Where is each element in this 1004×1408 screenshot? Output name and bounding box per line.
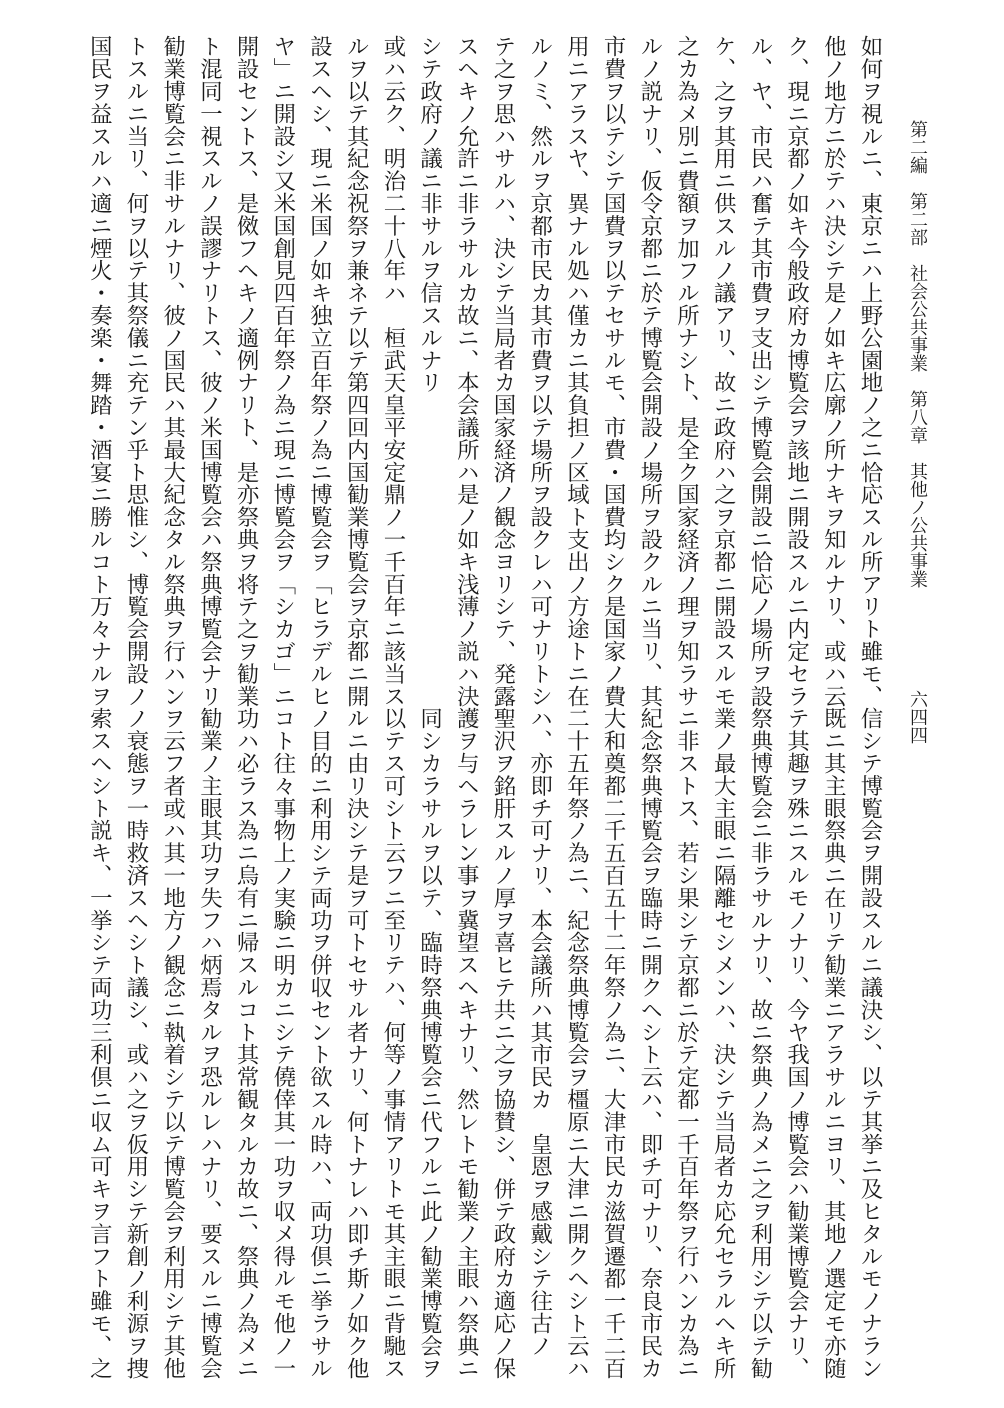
upper-text-column: 国民ヲ益スルハ適ニ煙火・奏楽・舞踏・酒宴ニ勝ルコト万々ナルヲ — [86, 35, 113, 707]
upper-text-column: ルノ説ナリ、仮令京都ニ於テ博覧会開設ノ場所ヲ設クルニ当リ、其 — [636, 35, 663, 707]
lower-text-column: テ其趣ヲ殊ニスルモノナリ、今ヤ我国ノ博覧会ハ勧業博覧会ナリ、 — [783, 707, 810, 1379]
lower-text-column: 功ハ必ラス為ニ烏有ニ帰スルコト其常観タルカ故ニ、祭典ノ為メニ — [233, 707, 260, 1379]
lower-text-column: 祭典博覧会ニ非ラサルナリ、故ニ祭典ノ為メニ之ヲ利用シテ以テ勧 — [746, 707, 773, 1379]
upper-text-column: 他ノ地方ニ於テハ決シテ是ノ如キ広廓ノ所ナキヲ知ルナリ、或ハ云 — [820, 35, 847, 707]
lower-text-column: 索スヘシト説キ、一挙シテ両功三利倶ニ収ム可キヲ言フト雖モ、之 — [86, 707, 113, 1379]
lower-text-column: 信シテ博覧会ヲ開設スルニ議決シ、以テ其挙ニ及ヒタルモノナラン — [857, 707, 883, 1379]
lower-text-column: ルニ由リ決シテ是ヲ可トセサル者ナリ、何トナレハ即チ斯ノ如ク他 — [343, 707, 370, 1379]
page-number: 六四四 — [907, 690, 928, 744]
upper-text-column: テ之ヲ思ハサルハ、決シテ当局者カ国家経済ノ観念ヨリシテ、発露 — [490, 35, 516, 707]
upper-text-column: シテ政府ノ議ニ非サルヲ信スルナリ — [416, 35, 443, 394]
upper-text-column: トスルニ当リ、何ヲ以テ其祭儀ニ充テン乎ト思惟シ、博覧会開設ノ — [123, 35, 149, 707]
upper-text-column: ク、現ニ京都ノ如キ今般政府カ博覧会ヲ該地ニ開設スルニ内定セラ — [783, 35, 810, 707]
lower-text-column: 護ヲ与ヘラレン事ヲ冀望スヘキナリ、然レトモ勧業ノ主眼ハ祭典ニ — [453, 707, 480, 1379]
lower-text-column: 同シカラサルヲ以テ、臨時祭典博覧会ニ代フルニ此ノ勧業博覧会ヲ — [416, 707, 443, 1379]
lower-text-column: 勧業ノ主眼其功ヲ失フハ炳焉タルヲ恐ルレハナリ、要スルニ博覧会 — [196, 707, 223, 1379]
upper-text-column: 開設セントス、是傚フヘキノ適例ナリト、是亦祭典ヲ将テ之ヲ勧業 — [233, 35, 260, 707]
lower-text-column: ハ、亦即チ可ナリ、本会議所ハ其市民カ 皇恩ヲ感戴シテ往古ノ — [526, 707, 553, 1357]
upper-text-column: ヤ」ニ開設シ又米国創見四百年祭ノ為ニ現ニ博覧会ヲ「シカゴ」ニ — [269, 35, 296, 707]
lower-text-column: ノ衰態ヲ一時救済スヘシト議シ、或ハ之ヲ仮用シテ新創ノ利源ヲ捜 — [123, 707, 149, 1379]
lower-text-column: 以テス可シト云フニ至リテハ、何等ノ事情アリトモ其主眼ニ背馳ス — [379, 707, 406, 1379]
upper-text-column: 用ニアラスヤ、異ナル処ハ僅カニ其負担ノ区域ト支出ノ方途トニ在 — [563, 35, 590, 707]
lower-text-column: 二十五年祭ノ為ニ、紀念祭典博覧会ヲ橿原ニ大津ニ開クヘシト云ハ — [563, 707, 590, 1379]
upper-text-column: 市費ヲ以テシテ国費ヲ以テセサルモ、市費・国費均シク是国家ノ費 — [600, 35, 627, 707]
upper-text-column: ル、ヤ、市民ハ奮テ其市費ヲ支出シテ博覧会開設ニ恰応ノ場所ヲ設 — [746, 35, 773, 707]
upper-text-column: 如何ヲ視ルニ、東京ニハ上野公園地ノ之ニ恰応スル所アリト雖モ、 — [857, 35, 883, 707]
lower-text-column: 聖沢ヲ銘肝スルノ厚ヲ喜ヒテ共ニ之ヲ協賛シ、併テ政府カ適応ノ保 — [490, 707, 516, 1379]
lower-text-column: ヲ云フ者或ハ其一地方ノ観念ニ執着シテ以テ博覧会ヲ利用シテ其他 — [159, 707, 186, 1379]
upper-text-column: ト混同一視スルノ誤謬ナリトス、彼ノ米国博覧会ハ祭典博覧会ナリ — [196, 35, 223, 707]
lower-text-column: 紀念祭典博覧会ヲ臨時ニ開クヘシト云ハ、即チ可ナリ、奈良市民カ — [636, 707, 663, 1379]
upper-text-column: ケ、之ヲ其用ニ供スルノ議アリ、故ニ政府ハ之ヲ京都ニ開設スルモ — [710, 35, 737, 707]
lower-text-column: ニ非ストス、若シ果シテ京都ニ於テ定都一千百年祭ヲ行ハンカ為ニ — [673, 707, 700, 1379]
lower-text-column: 大和奠都二千五百五十二年祭ノ為ニ、大津市民カ滋賀遷都一千二百 — [600, 707, 627, 1379]
upper-text-column: 或ハ云ク、明治二十八年ハ 桓武天皇平安定鼎ノ一千百年ニ該当ス — [379, 35, 406, 707]
upper-text-column: 設スヘシ、現ニ米国ノ如キ独立百年祭ノ為ニ博覧会ヲ「ヒラデルヒ — [306, 35, 333, 707]
upper-text-column: 勧業博覧会ニ非サルナリ、彼ノ国民ハ其最大紀念タル祭典ヲ行ハン — [159, 35, 186, 707]
running-head: 第二編 第二部 社会公共事業 第八章 其他ノ公共事業 — [907, 120, 928, 588]
upper-text-column: 之カ為メ別ニ費額ヲ加フル所ナシト、是全ク国家経済ノ理ヲ知ラサ — [673, 35, 700, 707]
lower-text-column: 既ニ其主眼祭典ニ在リテ勧業ニアラサルニヨリ、其地ノ選定モ亦随 — [820, 707, 847, 1379]
lower-text-column: ノ目的ニ利用シテ両功ヲ併収セント欲スル時ハ、両功倶ニ挙ラサル — [306, 707, 333, 1379]
upper-text-column: ルヲ以テ其紀念祝祭ヲ兼ネテ以テ第四回内国勧業博覧会ヲ京都ニ開 — [343, 35, 370, 707]
upper-text-column: スヘキノ允許ニ非ラサルカ故ニ、本会議所ハ是ノ如キ浅薄ノ説ハ決 — [453, 35, 480, 707]
lower-text-column: コト往々事物上ノ実験ニ明カニシテ僥倖其一功ヲ収メ得ルモ他ノ一 — [269, 707, 296, 1379]
upper-text-column: ルノミ、然ルヲ京都市民カ其市費ヲ以テ場所ヲ設クレハ可ナリトシ — [526, 35, 553, 707]
lower-text-column: 業ノ最大主眼ニ隔離セシメンハ、決シテ当局者カ応允セラルヘキ所 — [710, 707, 737, 1379]
